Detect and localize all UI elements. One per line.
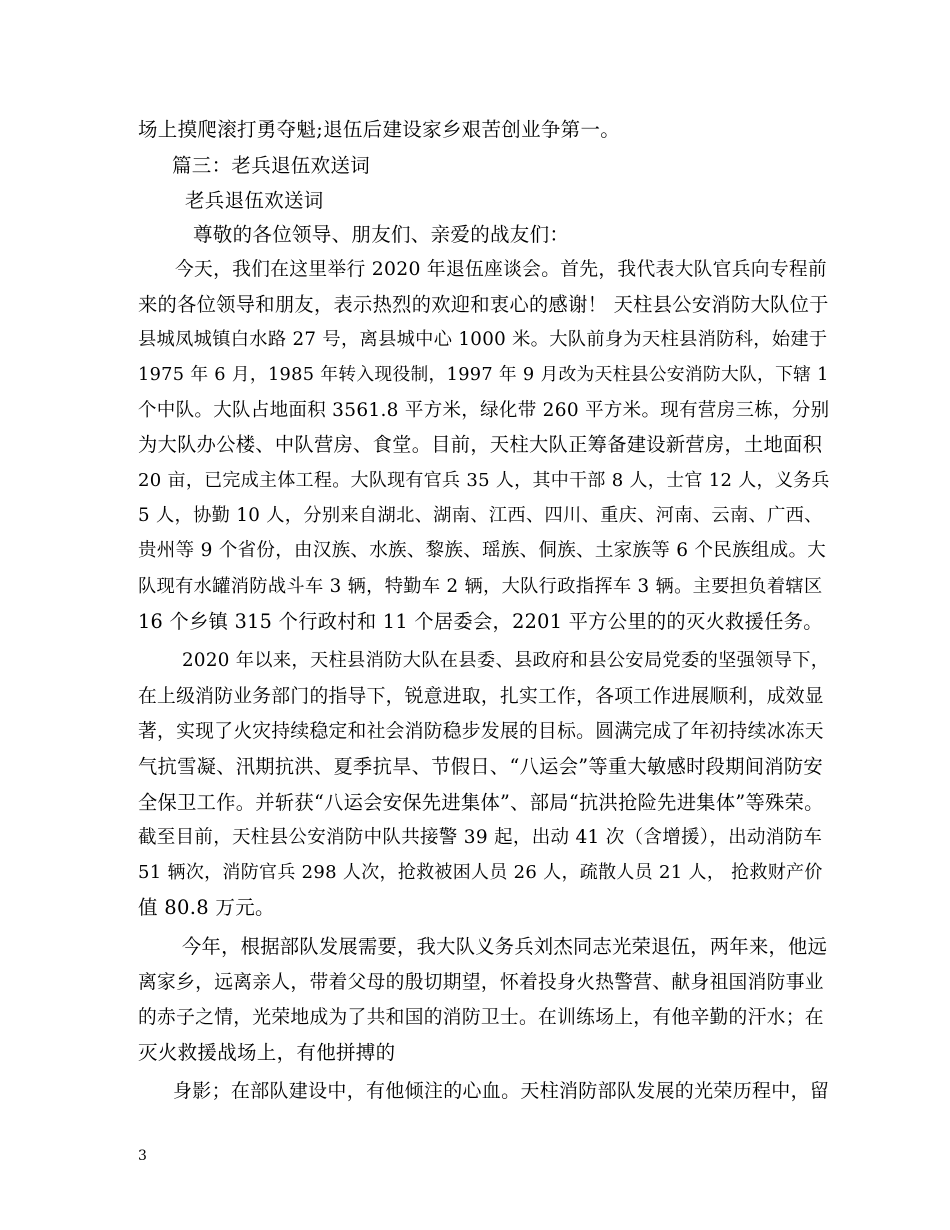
body-text-line: 今年，根据部队发展需要，我大队义务兵刘杰同志光荣退伍，两年来，他远 xyxy=(182,935,828,958)
body-text-line: 的赤子之情，光荣地成为了共和国的消防卫士。在训练场上，有他辛勤的汗水；在 xyxy=(138,1007,824,1028)
body-text-line: 20 亩，已完成主体工程。大队现有官兵 35 人，其中干部 8 人，士官 12 人，义务兵 xyxy=(138,470,830,491)
body-text-line: 5 人，协勤 10 人，分别来自湖北、湖南、江西、四川、重庆、河南、云南、广西、 xyxy=(138,505,823,526)
body-text-line: 今天，我们在这里举行 2020 年退伍座谈会。首先，我代表大队官兵向专程前 xyxy=(175,259,827,280)
page-number: 3 xyxy=(138,1148,147,1164)
body-text-line: 个中队。大队占地面积 3561.8 平方米，绿化带 260 平方米。现有营房三栋，分别 xyxy=(138,400,830,421)
body-text-line: 队现有水罐消防战斗车 3 辆，特勤车 2 辆，大队行政指挥车 3 辆。主要担负着辖区 xyxy=(138,576,823,597)
body-text-line: 气抗雪凝、汛期抗洪、夏季抗旱、节假日、“八运会”等重大敏感时段期间消防安 xyxy=(138,755,823,778)
body-text-line: 2020 年以来，天柱县消防大队在县委、县政府和县公安局党委的坚强领导下， xyxy=(182,650,830,671)
body-text-line: 贵州等 9 个省份，由汉族、水族、黎族、瑶族、侗族、土家族等 6 个民族组成。大 xyxy=(138,540,827,561)
body-text-line: 为大队办公楼、中队营房、食堂。目前，天柱大队正筹备建设新营房，土地面积 xyxy=(138,433,823,456)
body-text-line: 身影；在部队建设中，有他倾注的心血。天柱消防部队发展的光荣历程中，留 xyxy=(173,1080,830,1102)
body-text-line: 著，实现了火灾持续稳定和社会消防稳步发展的目标。圆满完成了年初持续冰冻天 xyxy=(138,721,824,742)
body-text-line: 离家乡，远离亲人，带着父母的殷切期望，怀着投身火热警营、献身祖国消防事业 xyxy=(138,972,824,993)
body-text-line: 51 辆次，消防官兵 298 人次，抢救被困人员 26 人，疏散人员 21 人， 抢救财产价 xyxy=(138,862,823,883)
document-title: 老兵退伍欢送词 xyxy=(185,189,324,212)
body-text-line: 来的各位领导和朋友，表示热烈的欢迎和衷心的感谢！ 天柱县公安消防大队位于 xyxy=(138,293,829,316)
body-text-line: 场上摸爬滚打勇夺魁;退伍后建设家乡艰苦创业争第一。 xyxy=(138,118,621,141)
body-text-line: 截至目前，天柱县公安消防中队共接警 39 起，出动 41 次（含增援），出动消防车 xyxy=(138,827,823,848)
body-text-line: 值 80.8 万元。 xyxy=(138,896,275,919)
section-heading: 篇三：老兵退伍欢送词 xyxy=(172,154,371,177)
body-text-line: 在上级消防业务部门的指导下，锐意进取，扎实工作，各项工作进展顺利，成效显 xyxy=(138,686,824,707)
salutation: 尊敬的各位领导、朋友们、亲爱的战友们： xyxy=(193,223,570,246)
body-text-line: 16 个乡镇 315 个行政村和 11 个居委会，2201 平方公里的的灭火救援任务。 xyxy=(138,610,823,633)
body-text-line: 县城凤城镇白水路 27 号，离县城中心 1000 米。大队前身为天柱县消防科，始建于 xyxy=(138,329,828,350)
body-text-line: 1975 年 6 月，1985 年转入现役制，1997 年 9 月改为天柱县公安消防大队，下辖 1 xyxy=(138,365,829,385)
body-text-line: 灭火救援战场上，有他拼搏的 xyxy=(138,1041,396,1064)
body-text-line: 全保卫工作。并斩获“八运会安保先进集体”、部局“抗洪抢险先进集体”等殊荣。 xyxy=(138,791,824,814)
